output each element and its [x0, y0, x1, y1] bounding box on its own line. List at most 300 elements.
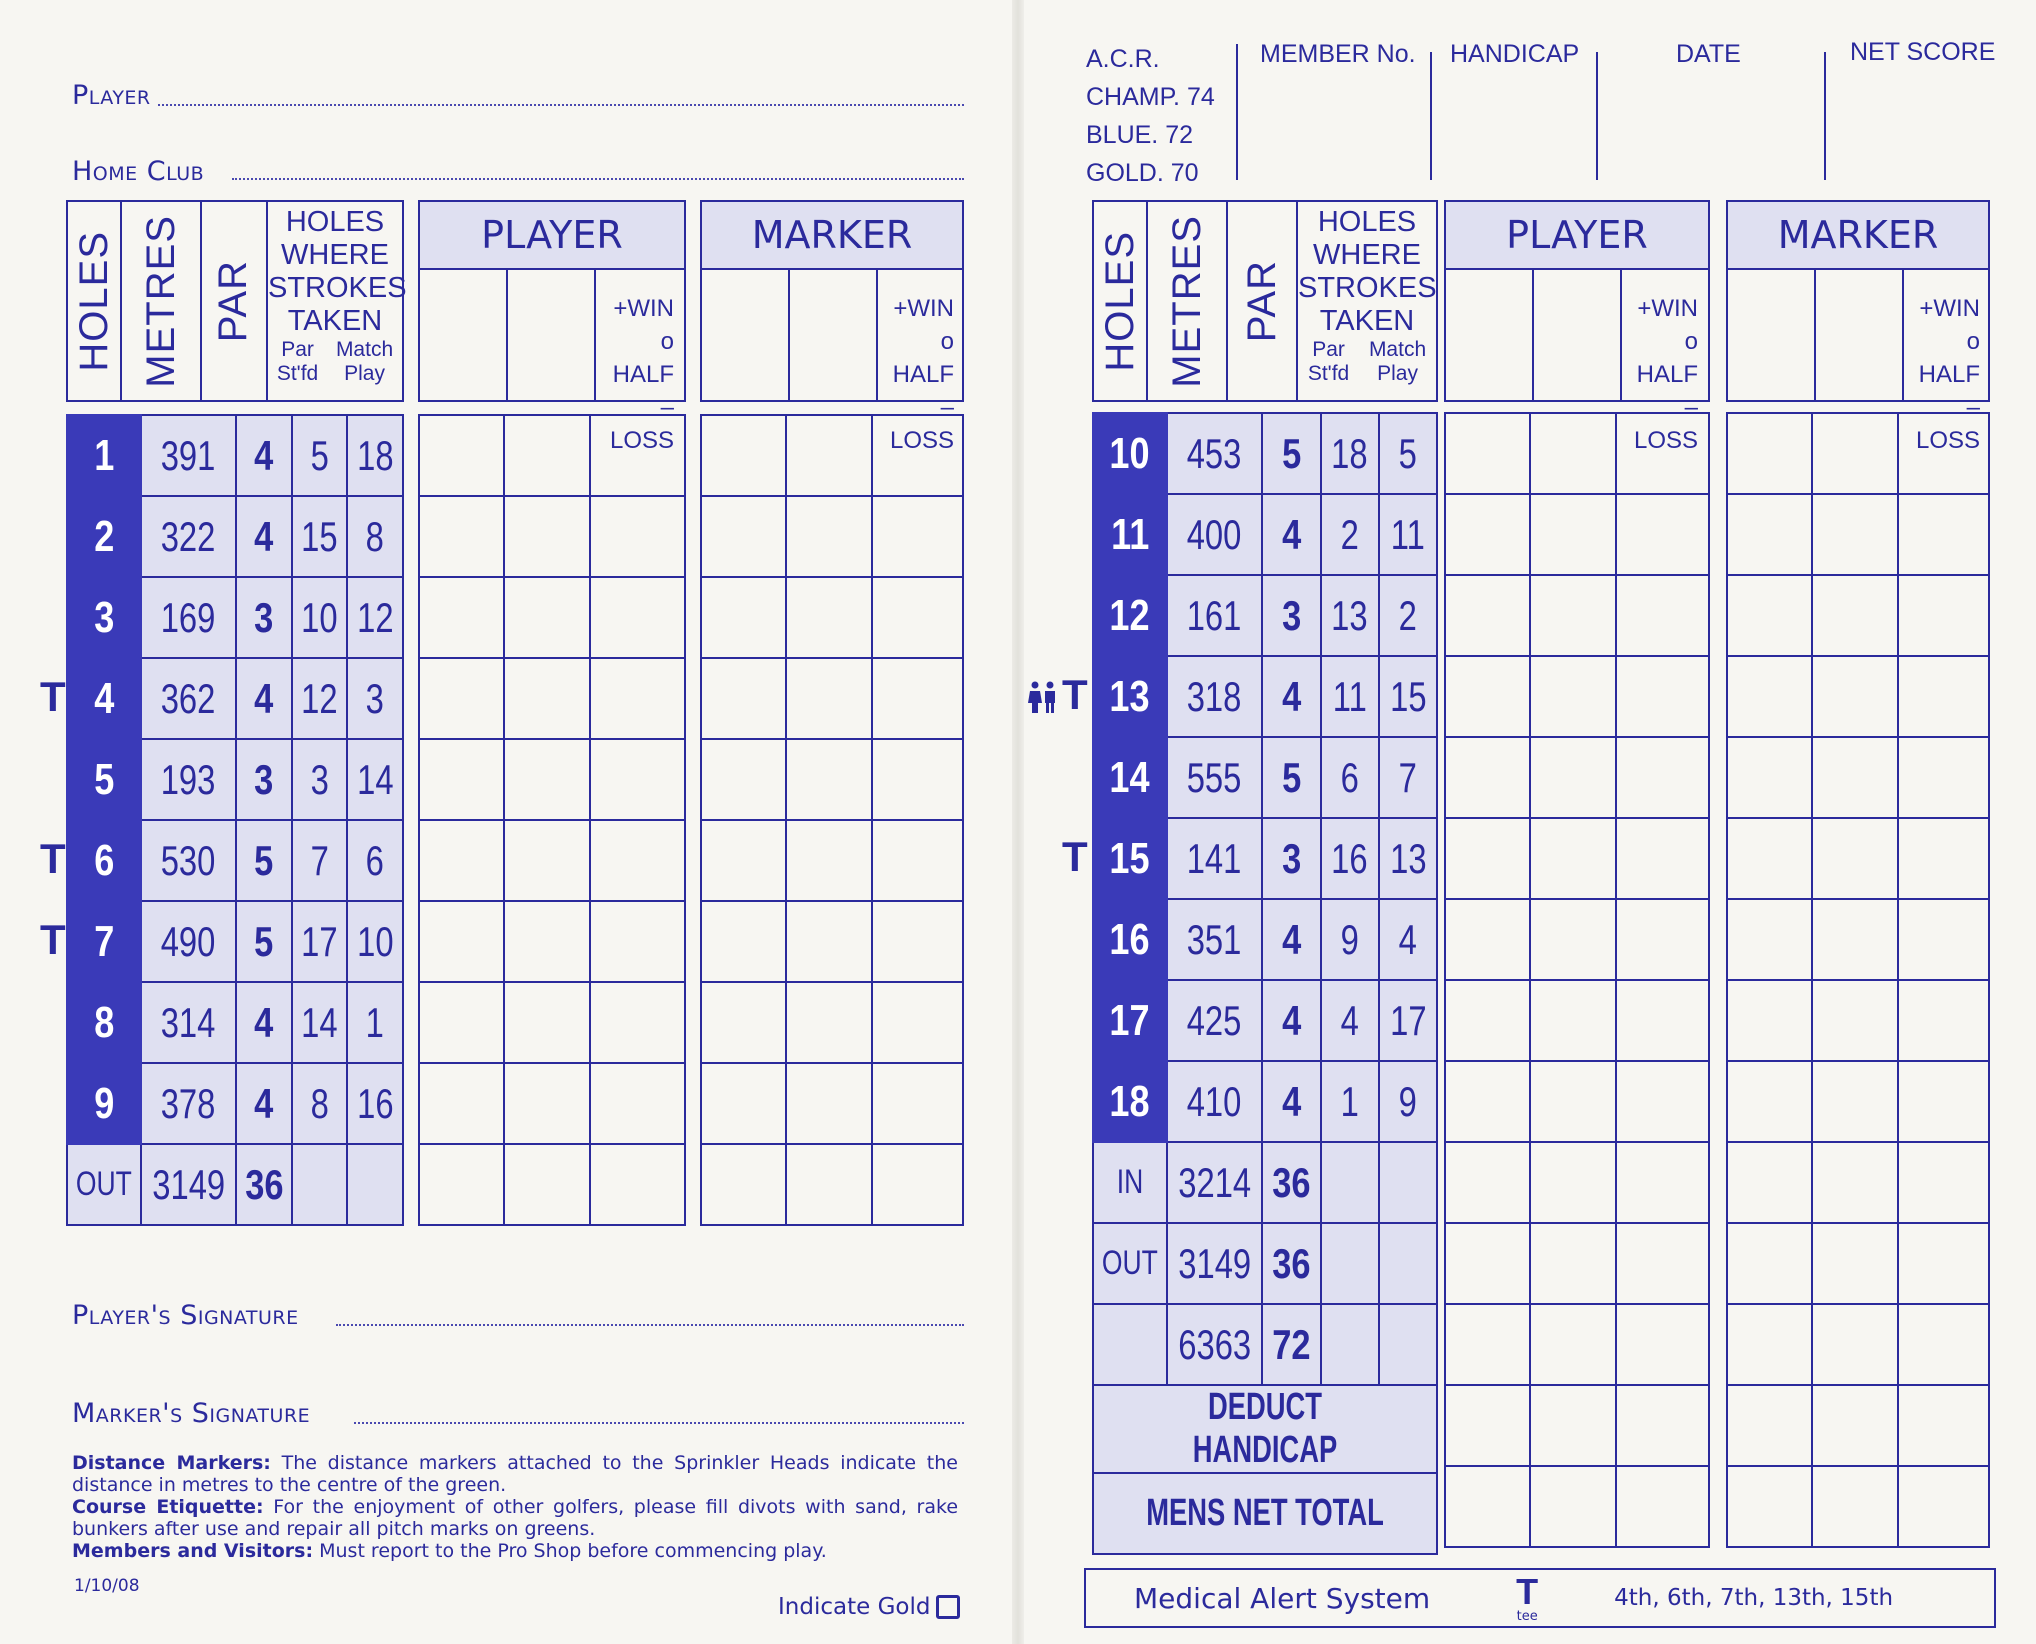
- score-cell[interactable]: [419, 1144, 504, 1225]
- score-cell[interactable]: [1616, 899, 1709, 980]
- score-cell[interactable]: [1812, 899, 1897, 980]
- score-cell[interactable]: [1727, 413, 1812, 494]
- score-cell[interactable]: [419, 1063, 504, 1144]
- hole-metres: 391: [141, 415, 236, 496]
- hole-stroke-index-match: 16: [347, 1063, 403, 1144]
- hole-stroke-index-stfd: 12: [292, 658, 348, 739]
- hole-row: [1093, 494, 1437, 575]
- score-cell[interactable]: [1898, 737, 1989, 818]
- hole-metres: 141: [1167, 818, 1262, 899]
- mens-net-total-label: MENS NET TOTAL: [1093, 1473, 1437, 1554]
- score-cell[interactable]: [1445, 656, 1530, 737]
- score-row: [1727, 1304, 1989, 1385]
- score-cell[interactable]: [1530, 656, 1615, 737]
- score-cell[interactable]: [1530, 1223, 1615, 1304]
- score-cell[interactable]: [1727, 656, 1812, 737]
- total-blank: [1321, 1142, 1379, 1223]
- score-cell[interactable]: [872, 415, 963, 496]
- back-marker-header: MARKER +WIN o HALF – LOSS: [1726, 200, 1990, 402]
- score-row: [1727, 1061, 1989, 1142]
- total-par: 36: [236, 1144, 291, 1225]
- score-row: [1445, 575, 1709, 656]
- total-row: [1093, 1223, 1437, 1304]
- score-cell[interactable]: [419, 820, 504, 901]
- medical-alert-box: [1084, 1568, 1996, 1628]
- hole-stroke-index-stfd: 8: [292, 1063, 348, 1144]
- hole-par: 4: [1262, 656, 1321, 737]
- hole-row: [1093, 980, 1437, 1061]
- score-cell[interactable]: [1812, 818, 1897, 899]
- score-cell[interactable]: [1812, 1385, 1897, 1466]
- total-metres: 3149: [141, 1144, 236, 1225]
- hole-stroke-index-stfd: 10: [292, 577, 348, 658]
- score-row: [1445, 494, 1709, 575]
- total-blank: [1379, 1223, 1437, 1304]
- score-row: [1445, 1223, 1709, 1304]
- score-cell[interactable]: [701, 820, 786, 901]
- score-cell[interactable]: [1812, 1466, 1897, 1547]
- score-cell[interactable]: [872, 658, 963, 739]
- hole-stroke-index-stfd: 3: [292, 739, 348, 820]
- hole-number: 14: [1093, 737, 1167, 818]
- hole-number: 4: [67, 658, 141, 739]
- score-cell[interactable]: [872, 820, 963, 901]
- hole-metres: 490: [141, 901, 236, 982]
- hole-metres: 161: [1167, 575, 1262, 656]
- score-cell[interactable]: [1898, 899, 1989, 980]
- hole-stroke-index-stfd: 2: [1321, 494, 1379, 575]
- score-cell[interactable]: [1727, 818, 1812, 899]
- score-cell[interactable]: [1616, 1385, 1709, 1466]
- tee-marker: T: [40, 673, 66, 720]
- score-row: [701, 658, 963, 739]
- par-header: PAR: [1228, 202, 1298, 400]
- gold-checkbox[interactable]: [936, 1595, 960, 1619]
- hole-row: [67, 901, 403, 982]
- front-marker-score-grid: [700, 414, 964, 1226]
- score-cell[interactable]: [590, 496, 685, 577]
- score-cell[interactable]: [1727, 494, 1812, 575]
- deduct-handicap-label: DEDUCT HANDICAP: [1093, 1385, 1437, 1473]
- score-cell[interactable]: [590, 577, 685, 658]
- score-cell[interactable]: [786, 901, 871, 982]
- hole-row: [1093, 413, 1437, 494]
- score-cell[interactable]: [1898, 1223, 1989, 1304]
- hole-stroke-index-stfd: 5: [292, 415, 348, 496]
- hole-par: 4: [1262, 899, 1321, 980]
- score-cell[interactable]: [1445, 899, 1530, 980]
- total-label: OUT: [1093, 1223, 1167, 1304]
- hole-row: [1093, 575, 1437, 656]
- total-label: [1093, 1304, 1167, 1385]
- score-cell[interactable]: [504, 820, 589, 901]
- score-cell[interactable]: [1445, 1385, 1530, 1466]
- score-cell[interactable]: [872, 577, 963, 658]
- note-members: Members and Visitors: Must report to the Pro Shop before commencing play.: [72, 1540, 827, 1562]
- hole-stroke-index-match: 8: [347, 496, 403, 577]
- hole-stroke-index-match: 15: [1379, 656, 1437, 737]
- score-cell[interactable]: [419, 982, 504, 1063]
- date-field[interactable]: DATE: [1676, 40, 1741, 68]
- player-label: Player: [72, 80, 151, 111]
- score-row: [701, 820, 963, 901]
- score-cell[interactable]: [590, 658, 685, 739]
- score-row: [419, 1144, 685, 1225]
- score-cell[interactable]: [1727, 575, 1812, 656]
- score-cell[interactable]: [1812, 737, 1897, 818]
- score-cell[interactable]: [1727, 1466, 1812, 1547]
- player-title: PLAYER: [1446, 202, 1708, 270]
- tee-holes-list: 4th, 6th, 7th, 13th, 15th: [1614, 1585, 1894, 1611]
- score-cell[interactable]: [786, 577, 871, 658]
- score-cell[interactable]: [1445, 413, 1530, 494]
- hole-par: 4: [236, 496, 291, 577]
- score-cell[interactable]: [1616, 1223, 1709, 1304]
- score-cell[interactable]: [786, 982, 871, 1063]
- home-club-label: Home Club: [72, 156, 205, 187]
- total-blank: [347, 1144, 403, 1225]
- score-cell[interactable]: [1616, 737, 1709, 818]
- score-cell[interactable]: [1727, 737, 1812, 818]
- score-row: [1727, 899, 1989, 980]
- score-row: [1445, 1466, 1709, 1547]
- hole-stroke-index-match: 1: [347, 982, 403, 1063]
- score-cell[interactable]: [701, 901, 786, 982]
- hole-par: 3: [1262, 575, 1321, 656]
- score-cell[interactable]: [1898, 1061, 1989, 1142]
- score-cell[interactable]: [786, 496, 871, 577]
- hole-par: 4: [236, 415, 291, 496]
- score-row: [1727, 1385, 1989, 1466]
- toilet-icon: [1028, 681, 1058, 717]
- score-cell[interactable]: [1898, 818, 1989, 899]
- score-cell[interactable]: [1812, 575, 1897, 656]
- score-row: [1445, 980, 1709, 1061]
- score-cell[interactable]: [1812, 1223, 1897, 1304]
- score-cell[interactable]: [590, 415, 685, 496]
- score-cell[interactable]: [1898, 413, 1989, 494]
- hole-number: 5: [67, 739, 141, 820]
- score-cell[interactable]: [590, 820, 685, 901]
- score-cell[interactable]: [1898, 494, 1989, 575]
- score-cell[interactable]: [872, 901, 963, 982]
- score-cell[interactable]: [419, 739, 504, 820]
- score-cell[interactable]: [1445, 980, 1530, 1061]
- hole-row: [67, 415, 403, 496]
- hole-number: 18: [1093, 1061, 1167, 1142]
- hole-stroke-index-match: 6: [347, 820, 403, 901]
- score-cell[interactable]: [701, 496, 786, 577]
- hole-number: 10: [1093, 413, 1167, 494]
- score-cell[interactable]: [701, 658, 786, 739]
- score-cell[interactable]: [701, 982, 786, 1063]
- hole-par: 3: [1262, 818, 1321, 899]
- score-cell[interactable]: [1445, 737, 1530, 818]
- score-cell[interactable]: [1445, 1061, 1530, 1142]
- score-cell[interactable]: [701, 577, 786, 658]
- score-cell[interactable]: [1812, 1304, 1897, 1385]
- score-cell[interactable]: [1445, 494, 1530, 575]
- member-no-field[interactable]: MEMBER No.: [1260, 40, 1416, 68]
- front-player-score-grid: [418, 414, 686, 1226]
- score-cell[interactable]: [1812, 1142, 1897, 1223]
- score-cell[interactable]: [1616, 656, 1709, 737]
- score-cell[interactable]: [419, 577, 504, 658]
- hole-metres: 410: [1167, 1061, 1262, 1142]
- total-row: [1093, 1142, 1437, 1223]
- hole-stroke-index-stfd: 13: [1321, 575, 1379, 656]
- score-row: [701, 982, 963, 1063]
- score-row: [1445, 413, 1709, 494]
- score-cell[interactable]: [1616, 1142, 1709, 1223]
- score-cell[interactable]: [1530, 899, 1615, 980]
- hole-stroke-index-match: 11: [1379, 494, 1437, 575]
- front-marker-header: MARKER +WIN o HALF – LOSS: [700, 200, 964, 402]
- score-cell[interactable]: [504, 901, 589, 982]
- score-cell[interactable]: [1727, 980, 1812, 1061]
- hole-row: [67, 739, 403, 820]
- net-score-field[interactable]: NET SCORE: [1850, 38, 1996, 66]
- hole-number: 17: [1093, 980, 1167, 1061]
- score-cell[interactable]: [1530, 1061, 1615, 1142]
- hole-stroke-index-match: 7: [1379, 737, 1437, 818]
- total-blank: [1379, 1142, 1437, 1223]
- hole-par: 5: [236, 820, 291, 901]
- home-club-line[interactable]: [232, 178, 964, 180]
- metres-header: METRES: [122, 202, 202, 400]
- markers-signature-line[interactable]: [354, 1422, 964, 1424]
- hole-metres: 362: [141, 658, 236, 739]
- hole-par: 3: [236, 739, 291, 820]
- score-cell[interactable]: [872, 739, 963, 820]
- back-header: [1092, 200, 1438, 402]
- hole-stroke-index-match: 10: [347, 901, 403, 982]
- score-cell[interactable]: [786, 415, 871, 496]
- score-cell[interactable]: [1530, 575, 1615, 656]
- score-cell[interactable]: [1445, 818, 1530, 899]
- score-cell[interactable]: [1616, 1304, 1709, 1385]
- score-cell[interactable]: [1616, 1061, 1709, 1142]
- score-row: [701, 496, 963, 577]
- hole-stroke-index-stfd: 6: [1321, 737, 1379, 818]
- score-row: [701, 1144, 963, 1225]
- hole-number: 2: [67, 496, 141, 577]
- total-par: 72: [1262, 1304, 1321, 1385]
- score-cell[interactable]: [1727, 1061, 1812, 1142]
- score-cell[interactable]: [1530, 1142, 1615, 1223]
- score-cell[interactable]: [786, 1063, 871, 1144]
- score-cell[interactable]: [504, 496, 589, 577]
- score-cell[interactable]: [1616, 980, 1709, 1061]
- score-cell[interactable]: [1530, 818, 1615, 899]
- score-cell[interactable]: [590, 982, 685, 1063]
- score-cell[interactable]: [872, 1144, 963, 1225]
- score-row: [1445, 899, 1709, 980]
- score-cell[interactable]: [1727, 1223, 1812, 1304]
- score-cell[interactable]: [872, 496, 963, 577]
- score-cell[interactable]: [1812, 656, 1897, 737]
- total-par: 36: [1262, 1223, 1321, 1304]
- score-cell[interactable]: [590, 901, 685, 982]
- total-metres: 3214: [1167, 1142, 1262, 1223]
- score-cell[interactable]: [1445, 1466, 1530, 1547]
- score-cell[interactable]: [419, 496, 504, 577]
- score-cell[interactable]: [1530, 1466, 1615, 1547]
- player-title: PLAYER: [420, 202, 684, 270]
- score-cell[interactable]: [1898, 1385, 1989, 1466]
- hole-stroke-index-match: 17: [1379, 980, 1437, 1061]
- hole-number: 6: [67, 820, 141, 901]
- hole-number: 3: [67, 577, 141, 658]
- score-cell[interactable]: [1898, 575, 1989, 656]
- score-cell[interactable]: [701, 739, 786, 820]
- hole-stroke-index-stfd: 7: [292, 820, 348, 901]
- score-cell[interactable]: [1530, 1304, 1615, 1385]
- score-cell[interactable]: [1727, 1304, 1812, 1385]
- score-cell[interactable]: [1727, 1385, 1812, 1466]
- score-row: [1445, 818, 1709, 899]
- player-name-line[interactable]: [158, 104, 964, 106]
- score-cell[interactable]: [1727, 899, 1812, 980]
- score-row: [1727, 980, 1989, 1061]
- score-cell[interactable]: [590, 739, 685, 820]
- score-cell[interactable]: [1812, 494, 1897, 575]
- score-cell[interactable]: [1445, 1142, 1530, 1223]
- marker-title: MARKER: [702, 202, 962, 270]
- score-cell[interactable]: [1530, 494, 1615, 575]
- hole-row: [67, 982, 403, 1063]
- players-signature-line[interactable]: [336, 1324, 964, 1326]
- front-header: [66, 200, 407, 402]
- score-row: [701, 415, 963, 496]
- score-cell[interactable]: [1445, 575, 1530, 656]
- score-cell[interactable]: [872, 982, 963, 1063]
- score-row: [1727, 575, 1989, 656]
- hole-row: [1093, 1061, 1437, 1142]
- score-cell[interactable]: [1898, 1466, 1989, 1547]
- score-cell[interactable]: [1616, 494, 1709, 575]
- total-row: [67, 1144, 403, 1225]
- score-cell[interactable]: [1898, 656, 1989, 737]
- score-cell[interactable]: [701, 415, 786, 496]
- score-row: [419, 496, 685, 577]
- score-cell[interactable]: [1530, 1385, 1615, 1466]
- hole-stroke-index-stfd: 15: [292, 496, 348, 577]
- score-cell[interactable]: [1616, 1466, 1709, 1547]
- score-cell[interactable]: [504, 1144, 589, 1225]
- summary-row: [1093, 1385, 1437, 1473]
- hole-row: [1093, 737, 1437, 818]
- score-cell[interactable]: [504, 739, 589, 820]
- score-cell[interactable]: [1812, 1061, 1897, 1142]
- hole-row: [67, 820, 403, 901]
- hole-par: 5: [1262, 413, 1321, 494]
- total-row: [1093, 1304, 1437, 1385]
- hole-row: [67, 496, 403, 577]
- score-row: [1445, 1385, 1709, 1466]
- handicap-field[interactable]: HANDICAP: [1450, 40, 1580, 68]
- score-cell[interactable]: [504, 658, 589, 739]
- score-row: [1727, 656, 1989, 737]
- front-player-header: PLAYER +WIN o HALF – LOSS: [418, 200, 686, 402]
- score-row: [419, 577, 685, 658]
- score-row: [701, 577, 963, 658]
- score-cell[interactable]: [701, 1063, 786, 1144]
- score-row: [1445, 656, 1709, 737]
- score-cell[interactable]: [1445, 1223, 1530, 1304]
- score-cell[interactable]: [504, 415, 589, 496]
- note-distance: Distance Markers: The distance markers attached to the Sprinkler Heads indicate the distance in metres to the centre of the green.: [72, 1452, 958, 1496]
- score-cell[interactable]: [1616, 413, 1709, 494]
- score-cell[interactable]: [1530, 413, 1615, 494]
- score-cell[interactable]: [590, 1144, 685, 1225]
- score-cell[interactable]: [419, 658, 504, 739]
- score-cell[interactable]: [504, 1063, 589, 1144]
- score-row: [1727, 1223, 1989, 1304]
- score-cell[interactable]: [1530, 737, 1615, 818]
- hole-stroke-index-stfd: 9: [1321, 899, 1379, 980]
- score-cell[interactable]: [1898, 1142, 1989, 1223]
- score-cell[interactable]: [590, 1063, 685, 1144]
- indicate-gold: Indicate Gold: [778, 1594, 960, 1620]
- score-row: [1727, 413, 1989, 494]
- score-cell[interactable]: [1530, 980, 1615, 1061]
- score-cell[interactable]: [786, 658, 871, 739]
- score-cell[interactable]: [1898, 1304, 1989, 1385]
- score-row: [419, 982, 685, 1063]
- hole-stroke-index-match: 2: [1379, 575, 1437, 656]
- hole-stroke-index-stfd: 1: [1321, 1061, 1379, 1142]
- score-cell[interactable]: [1727, 1142, 1812, 1223]
- players-signature-label: Player's Signature: [72, 1300, 299, 1331]
- hole-metres: 378: [141, 1063, 236, 1144]
- hole-row: [1093, 899, 1437, 980]
- score-cell[interactable]: [1898, 980, 1989, 1061]
- hole-metres: 169: [141, 577, 236, 658]
- score-cell[interactable]: [786, 739, 871, 820]
- score-cell[interactable]: [1445, 1304, 1530, 1385]
- hole-metres: 318: [1167, 656, 1262, 737]
- hole-stroke-index-match: 12: [347, 577, 403, 658]
- hole-metres: 530: [141, 820, 236, 901]
- hole-metres: 425: [1167, 980, 1262, 1061]
- score-row: [1727, 494, 1989, 575]
- score-cell[interactable]: [419, 415, 504, 496]
- hole-metres: 453: [1167, 413, 1262, 494]
- hole-number: 12: [1093, 575, 1167, 656]
- score-cell[interactable]: [504, 982, 589, 1063]
- score-row: [419, 658, 685, 739]
- score-cell[interactable]: [786, 820, 871, 901]
- score-cell[interactable]: [1812, 413, 1897, 494]
- hole-par: 4: [236, 982, 291, 1063]
- score-cell[interactable]: [786, 1144, 871, 1225]
- score-cell[interactable]: [1616, 575, 1709, 656]
- score-cell[interactable]: [872, 1063, 963, 1144]
- score-cell[interactable]: [1616, 818, 1709, 899]
- score-cell[interactable]: [1812, 980, 1897, 1061]
- score-cell[interactable]: [419, 901, 504, 982]
- summary-row: [1093, 1473, 1437, 1554]
- hole-number: 1: [67, 415, 141, 496]
- score-cell[interactable]: [701, 1144, 786, 1225]
- score-cell[interactable]: [504, 577, 589, 658]
- hole-par: 4: [1262, 1061, 1321, 1142]
- score-row: [419, 901, 685, 982]
- hole-number: 15: [1093, 818, 1167, 899]
- total-label: IN: [1093, 1142, 1167, 1223]
- holes-header: HOLES: [1094, 202, 1148, 400]
